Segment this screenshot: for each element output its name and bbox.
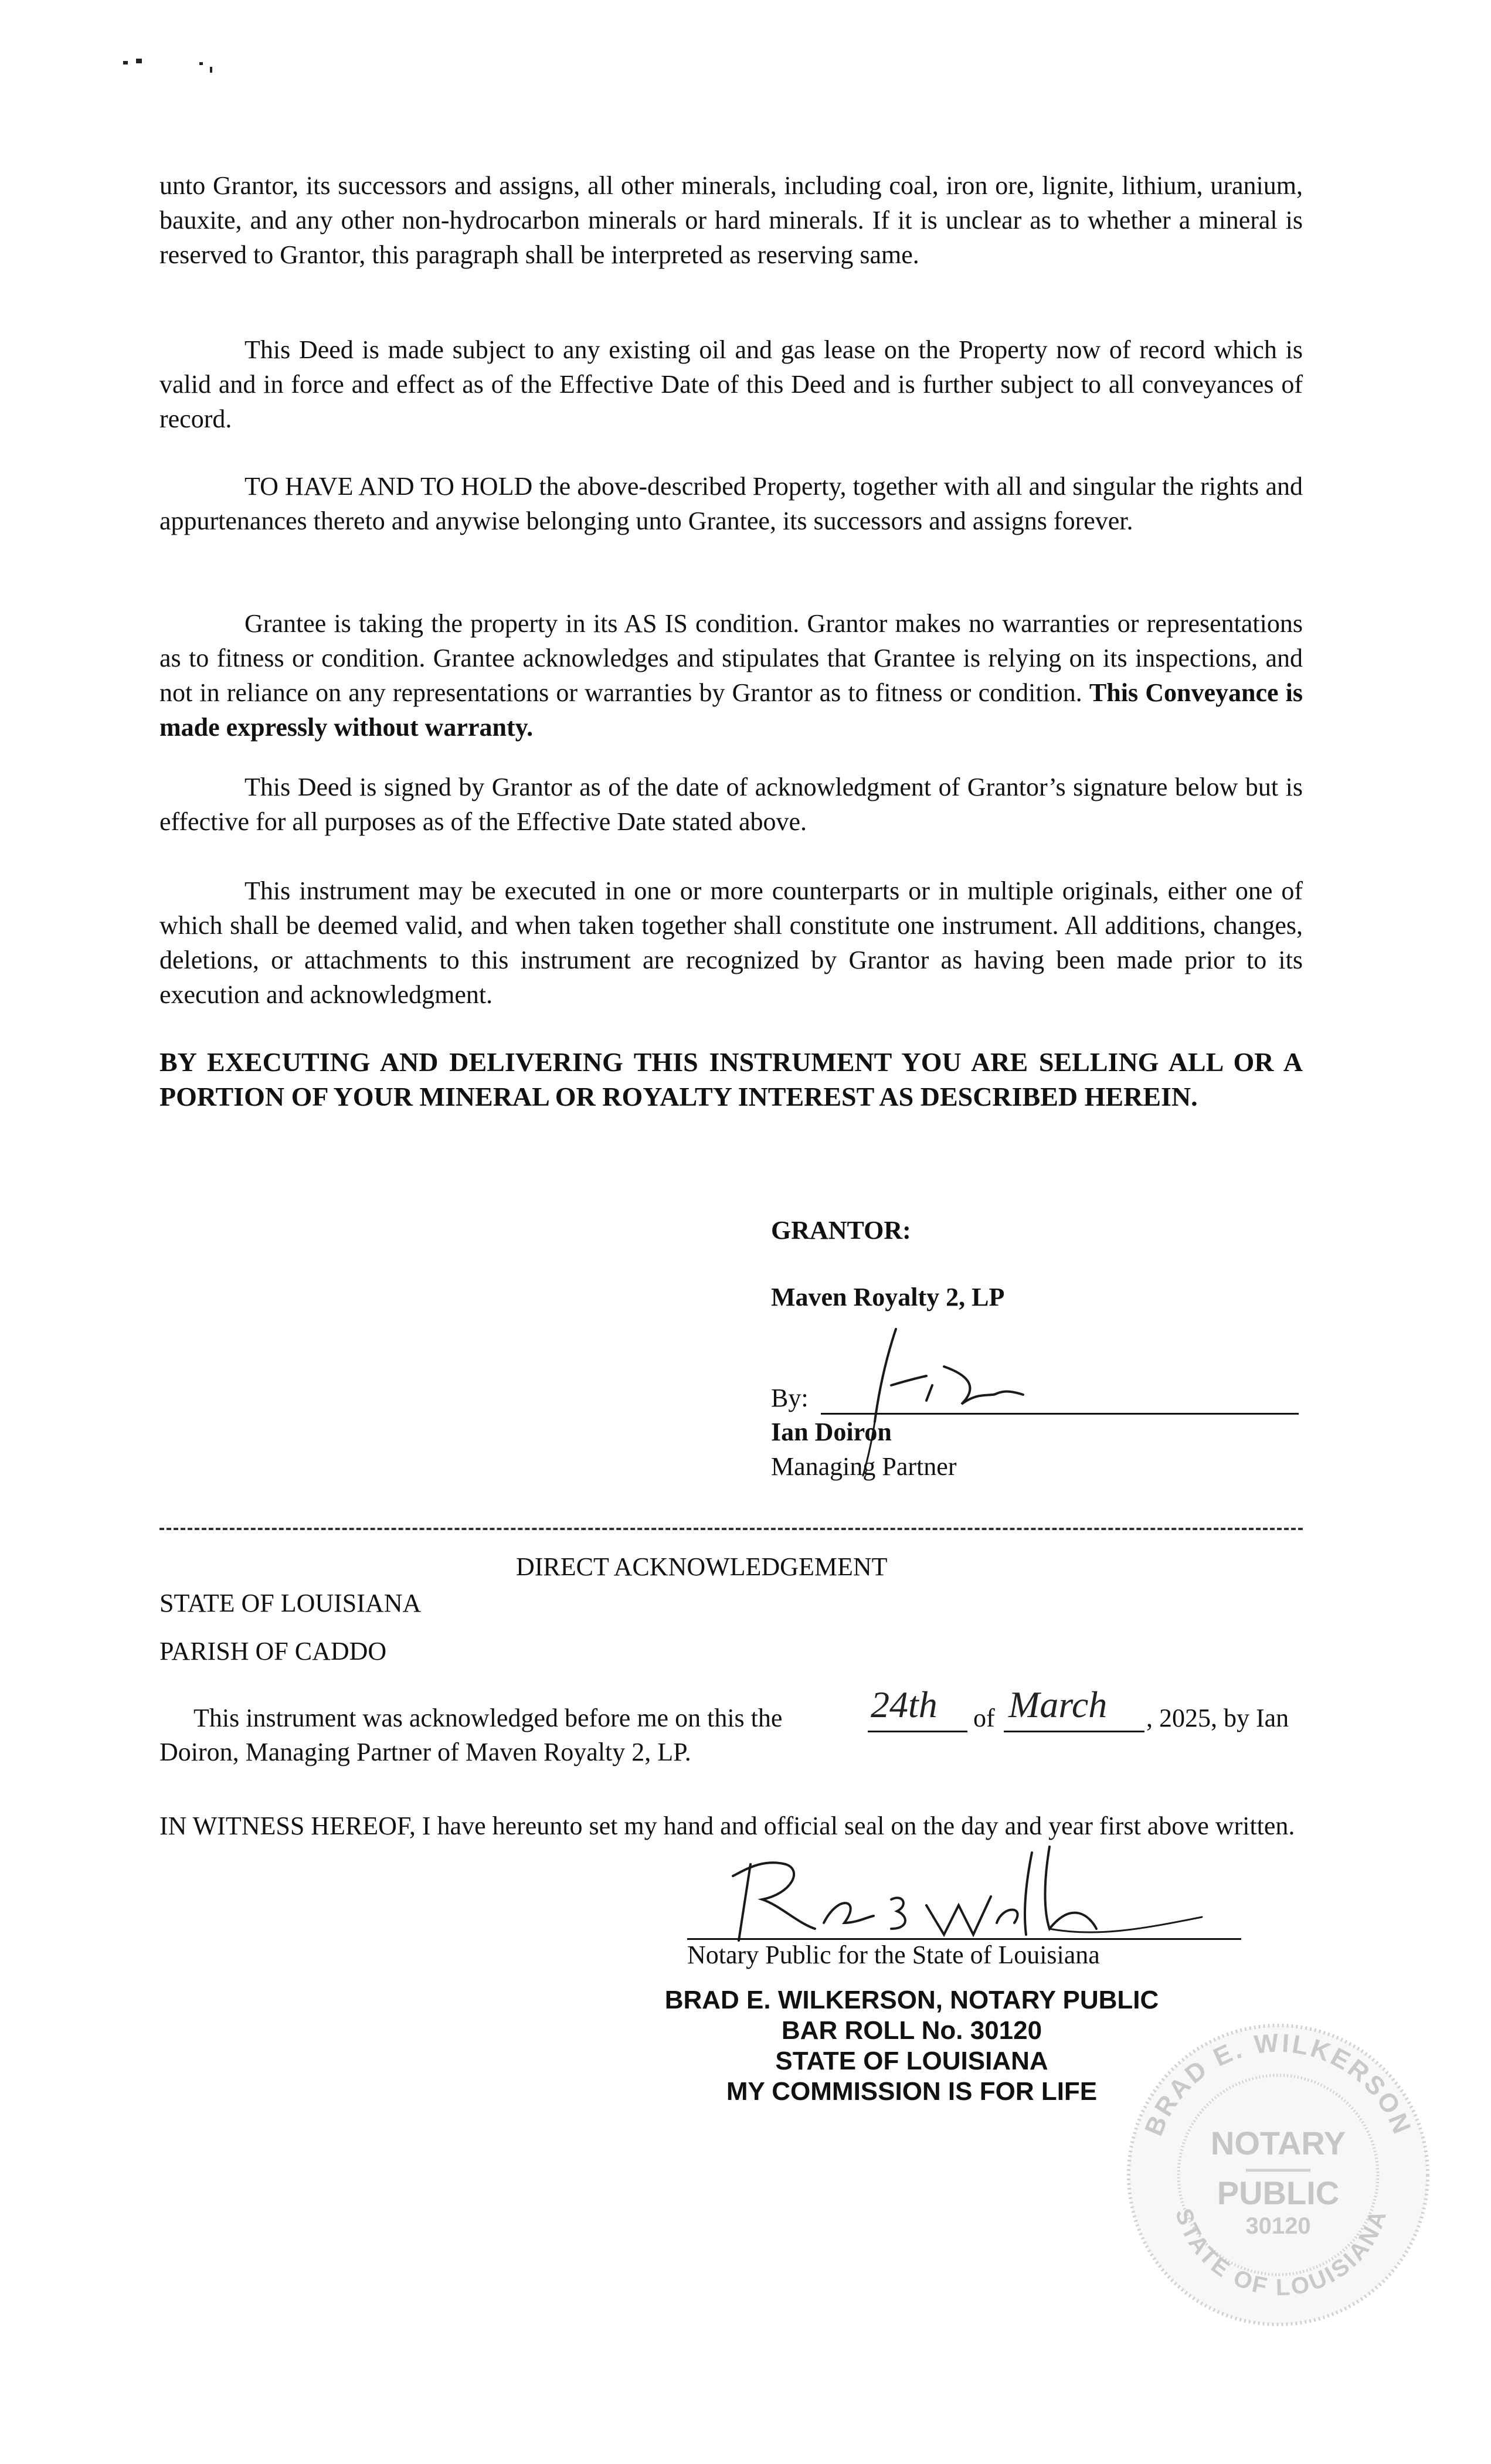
month-blank: [1004, 1731, 1144, 1732]
handwritten-month: March: [1008, 1684, 1108, 1725]
habendum-paragraph: TO HAVE AND TO HOLD the above-described Property, together with all and singular the rights and appurtenances thereto and anywise belonging unto Grantee, its successors and assigns forever.: [159, 472, 1303, 535]
ack-line-start: This instrument was acknowledged before me on this the: [193, 1704, 783, 1732]
signer-title: Managing Partner: [771, 1452, 957, 1481]
svg-text:NOTARY: NOTARY: [1210, 2125, 1346, 2161]
as-is-paragraph: [159, 606, 1303, 745]
notary-seal-emboss: [1114, 2011, 1442, 2339]
reservation-paragraph: unto Grantor, its successors and assigns, all other minerals, including coal, iron ore, lignite, lithium, uranium, bauxite, and any other non-hydrocarbon minerals or hard minerals. If it is unclear as to whether a mineral is reserved to Grantor, this paragraph shall be interpreted as reserving same.: [159, 171, 1303, 269]
notary-stamp-line: MY COMMISSION IS FOR LIFE: [726, 2077, 1098, 2106]
day-blank: [868, 1731, 967, 1732]
notary-caption: Notary Public for the State of Louisiana: [687, 1940, 1100, 1969]
counterparts-paragraph: This instrument may be executed in one or more counterparts or in multiple originals, either one of which shall be deemed valid, and when taken together shall constitute one instrument. All additions, changes, deletions, or attachments to this instrument are recognized by Grantor as having been made prior to its execution and acknowledgment.: [159, 876, 1303, 1009]
parish-caption: PARISH OF CADDO: [159, 1637, 387, 1666]
signer-name: Ian Doiron: [771, 1418, 892, 1446]
svg-text:BRAD E. WILKERSON: BRAD E. WILKERSON: [1139, 2028, 1417, 2140]
mineral-sale-warning: BY EXECUTING AND DELIVERING THIS INSTRUMENT YOU ARE SELLING ALL OR A PORTION OF YOUR MINERAL OR ROYALTY INTEREST AS DESCRIBED HEREIN.: [159, 1047, 1303, 1112]
notary-stamp-line: BAR ROLL No. 30120: [781, 2016, 1042, 2045]
scan-speck: [210, 67, 212, 73]
scan-speck: [136, 59, 142, 63]
handwritten-day: 24th: [871, 1684, 938, 1725]
grantor-entity: Maven Royalty 2, LP: [771, 1283, 1005, 1311]
witness-paragraph: IN WITNESS HEREOF, I have hereunto set my hand and official seal on the day and year first above written.: [159, 1812, 1295, 1840]
state-caption: STATE OF LOUISIANA: [159, 1589, 422, 1617]
ack-of: of: [973, 1704, 995, 1732]
as-is-text: Grantee is taking the property in its AS IS condition. Grantor makes no warranties or representations as to fitness or condition. Grantee acknowledges and stipulates that Grantee is relying on its inspections, and not in reliance on any representations or warranties by Grantor as to fitness or condition.: [159, 609, 1303, 707]
notary-stamp-line: BRAD E. WILKERSON, NOTARY PUBLIC: [664, 1986, 1159, 2014]
subject-to-lease-paragraph: This Deed is made subject to any existing oil and gas lease on the Property now of record which is valid and in force and effect as of the Effective Date of this Deed and is further subject to all conveyances of record.: [159, 335, 1303, 433]
svg-text:30120: 30120: [1245, 2213, 1311, 2239]
by-label: By:: [771, 1384, 809, 1412]
svg-text:PUBLIC: PUBLIC: [1217, 2174, 1340, 2211]
effective-date-paragraph: This Deed is signed by Grantor as of the date of acknowledgment of Grantor’s signature below but is effective for all purposes as of the Effective Date stated above.: [159, 773, 1303, 836]
scan-speck: [199, 62, 203, 65]
notary-signature: [698, 1841, 1214, 1946]
ack-line-end: , 2025, by Ian: [1146, 1704, 1289, 1732]
scan-speck: [123, 61, 128, 64]
notary-stamp-line: STATE OF LOUISIANA: [775, 2047, 1048, 2075]
grantor-heading: GRANTOR:: [771, 1216, 911, 1245]
no-warranty-text: This Conveyance is made expressly without warranty.: [159, 678, 1303, 742]
section-divider: [159, 1528, 1303, 1530]
acknowledgement-heading: DIRECT ACKNOWLEDGEMENT: [516, 1552, 888, 1581]
svg-text:STATE OF LOUISIANA: STATE OF LOUISIANA: [1170, 2205, 1392, 2301]
ack-line-2: Doiron, Managing Partner of Maven Royalty 2, LP.: [159, 1738, 691, 1766]
